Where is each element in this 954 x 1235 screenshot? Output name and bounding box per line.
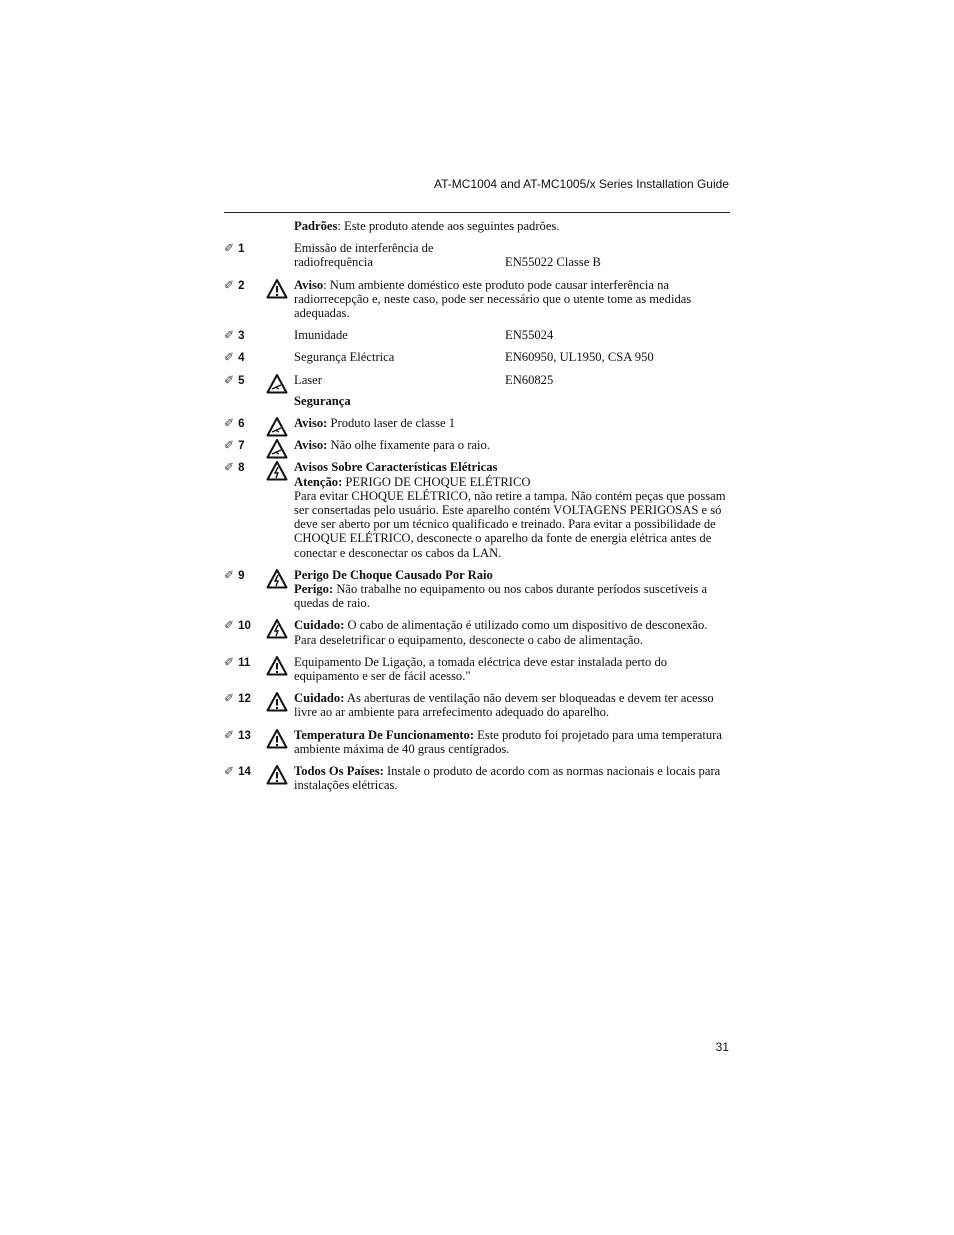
list-item: ✐ 11 Equipamento De Ligação, a tomada eléctrica deve estar instalada perto do equipamento e ser de fácil acesso." [224, 654, 668, 684]
pen-icon: ✐ [224, 438, 235, 453]
pen-icon: ✐ [224, 727, 235, 742]
list-item: ✐ 7 Aviso: Não olhe fixamente para o raio. [224, 438, 730, 452]
header-rule [224, 212, 730, 213]
list-item: ✐ 13 Temperatura De Funcionamento: Este produto foi projetado para uma temperatura ambiente máxima de 40 graus centígrados. [224, 727, 722, 756]
laser-icon [266, 416, 288, 438]
standards-content [224, 219, 730, 793]
list-item: ✐ 6 Aviso: Produto laser de classe 1 [224, 416, 730, 430]
electric-shock-icon [266, 618, 288, 640]
pen-icon: ✐ [224, 350, 235, 365]
section-heading: Segurança [294, 393, 351, 408]
list-item: ✐ 5 Laser EN60825 [224, 373, 730, 387]
list-item: ✐ 14 Todos Os Países: Instale o produto de acordo com as normas nacionais e locais para instalações elétricas. [224, 764, 721, 793]
list-item: ✐ 4 Segurança Eléctrica EN60950, UL1950, CSA 950 [224, 350, 654, 365]
list-item: ✐ 2 Aviso: Num ambiente doméstico este produto pode causar interferência na radiorrecepção e, neste caso, pode ser necessário que o utente tome as medidas adequadas. [224, 277, 692, 321]
pen-icon: ✐ [224, 372, 235, 387]
pen-icon: ✐ [224, 764, 235, 779]
list-item: ✐ 12 Cuidado: As aberturas de ventilação não devem ser bloqueadas e devem ter acesso livre ao ar ambiente para arrefecimento adequado do aparelho. [224, 691, 714, 720]
laser-icon [266, 373, 288, 395]
electric-shock-icon [266, 460, 288, 482]
warning-icon [266, 728, 288, 750]
list-item: ✐ 1 Emissão de interferência de radiofrequência EN55022 Classe B [224, 241, 601, 270]
list-item: ✐ 8 Avisos Sobre Características Elétricas Atenção: PERIGO DE CHOQUE ELÉTRICO Para evitar CHOQUE ELÉTRICO, não retire a tampa. Não contém peças que possam ser consertadas pelo usuário. Este aparelho contém VOLTAGENS PERIGOSAS e só deve ser aberto por um técnico qualificado e treinado. Para evitar a possibilidade de CHOQUE ELÉTRICO, desconecte o aparelho da fonte de energia elétrica antes de conectar e desconectar os cabos da LAN. [224, 460, 726, 560]
pen-icon: ✐ [224, 460, 235, 475]
warning-icon [266, 691, 288, 713]
intro-row: Padrões: Este produto atende aos seguintes padrões. [294, 219, 560, 233]
pen-icon: ✐ [224, 654, 235, 669]
pen-icon: ✐ [224, 416, 235, 431]
pen-icon: ✐ [224, 618, 235, 633]
pen-icon: ✐ [224, 691, 235, 706]
warning-icon [266, 278, 288, 300]
pen-icon: ✐ [224, 567, 235, 582]
laser-icon [266, 438, 288, 460]
electric-shock-icon [266, 568, 288, 590]
list-item: ✐ 9 Perigo De Choque Causado Por Raio Perigo: Não trabalhe no equipamento ou nos cabos durante períodos suscetíveis a quedas de raio. [224, 567, 708, 611]
list-item: ✐ 10 Cuidado: O cabo de alimentação é utilizado como um dispositivo de desconexão. Para deseletrificar o equipamento, desconecte o cabo de alimentação. [224, 618, 708, 647]
pen-icon: ✐ [224, 328, 235, 343]
warning-icon [266, 655, 288, 677]
page-number: 31 [715, 1040, 729, 1054]
pen-icon: ✐ [224, 277, 235, 292]
pen-icon: ✐ [224, 241, 235, 256]
warning-icon [266, 764, 288, 786]
running-header: AT-MC1004 and AT-MC1005/x Series Installation Guide [433, 177, 729, 191]
list-item: ✐ 3 Imunidade EN55024 [224, 328, 554, 343]
